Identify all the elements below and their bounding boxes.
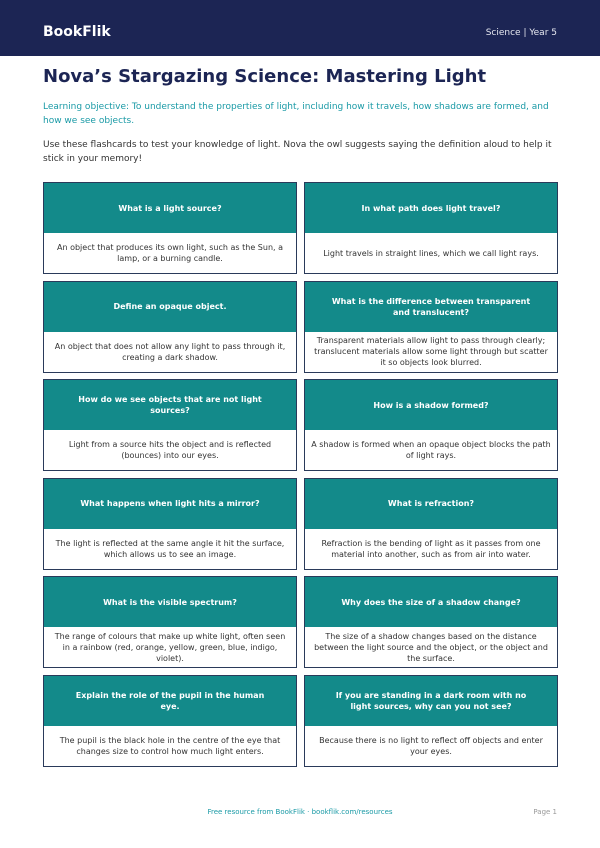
subject-year-label: Science | Year 5	[485, 28, 557, 38]
flashcard-answer: Transparent materials allow light to pass through clearly; translucent materials allow some light through but scatter it so objects look blurred.	[314, 336, 548, 368]
flashcard-answer: The pupil is the black hole in the centre of the eye that changes size to control how much light enters.	[59, 736, 281, 756]
flashcard-question: How is a shadow formed?	[305, 380, 557, 430]
flashcard-answer: Light travels in straight lines, which we call light rays.	[323, 248, 539, 258]
page-number: Page 1	[533, 808, 557, 816]
brand-logo[interactable]: BookFlik	[43, 24, 111, 40]
flashcard-question: What is the difference between transparent and translucent?	[305, 282, 557, 332]
flashcard-answer: The size of a shadow changes based on the distance between the light source and the object, or the object and the surface.	[314, 631, 548, 663]
flashcard[interactable]	[43, 182, 297, 274]
flashcard-question: What is the visible spectrum?	[44, 577, 296, 627]
flashcard-answer: Because there is no light to reflect off objects and enter your eyes.	[319, 736, 543, 756]
flashcard[interactable]	[304, 576, 558, 668]
flashcard[interactable]	[43, 576, 297, 668]
footer-credit[interactable]: Free resource from BookFlik · bookflik.com/resources	[207, 808, 393, 816]
flashcard-answer: An object that does not allow any light to pass through it, creating a dark shadow.	[54, 341, 286, 362]
flashcard[interactable]	[43, 675, 297, 767]
intro-text: Use these flashcards to test your knowledge of light. Nova the owl suggests saying the definition aloud to help it stick in your memory!	[43, 140, 552, 164]
flashcard[interactable]	[304, 675, 558, 767]
flashcard[interactable]	[304, 281, 558, 373]
flashcard[interactable]	[43, 281, 297, 373]
flashcard[interactable]	[43, 478, 297, 570]
flashcard-question: Define an opaque object.	[44, 282, 296, 332]
flashcard[interactable]	[43, 379, 297, 471]
flashcard-question: How do we see objects that are not light sources?	[44, 380, 296, 430]
flashcard-question: What is a light source?	[44, 183, 296, 233]
flashcard-question: Why does the size of a shadow change?	[305, 577, 557, 627]
flashcard-question: If you are standing in a dark room with no light sources, why can you not see?	[305, 676, 557, 726]
flashcard[interactable]	[304, 379, 558, 471]
flashcard-answer: Light from a source hits the object and is reflected (bounces) into our eyes.	[68, 440, 272, 461]
flashcard[interactable]	[304, 478, 558, 570]
page-header	[0, 0, 600, 56]
learning-objective: Learning objective: To understand the properties of light, including how it travels, how shadows are formed, and how we see objects.	[43, 102, 549, 126]
flashcard-question: What is refraction?	[305, 479, 557, 529]
flashcard-answer: A shadow is formed when an opaque object blocks the path of light rays.	[311, 440, 551, 461]
flashcard-answer: The light is reflected at the same angle it hit the surface, which allows us to see an image.	[55, 538, 285, 559]
flashcard-question: In what path does light travel?	[305, 183, 557, 233]
flashcard-answer: The range of colours that make up white light, often seen in a rainbow (red, orange, yellow, green, blue, indigo, violet).	[54, 631, 286, 663]
flashcard[interactable]	[304, 182, 558, 274]
flashcard-answer: Refraction is the bending of light as it passes from one material into another, such as from air into water.	[321, 538, 541, 559]
page-title: Nova’s Stargazing Science: Mastering Light	[43, 66, 487, 87]
flashcard-question: What happens when light hits a mirror?	[44, 479, 296, 529]
flashcard-question: Explain the role of the pupil in the human eye.	[44, 676, 296, 726]
flashcard-answer: An object that produces its own light, such as the Sun, a lamp, or a burning candle.	[56, 243, 283, 263]
